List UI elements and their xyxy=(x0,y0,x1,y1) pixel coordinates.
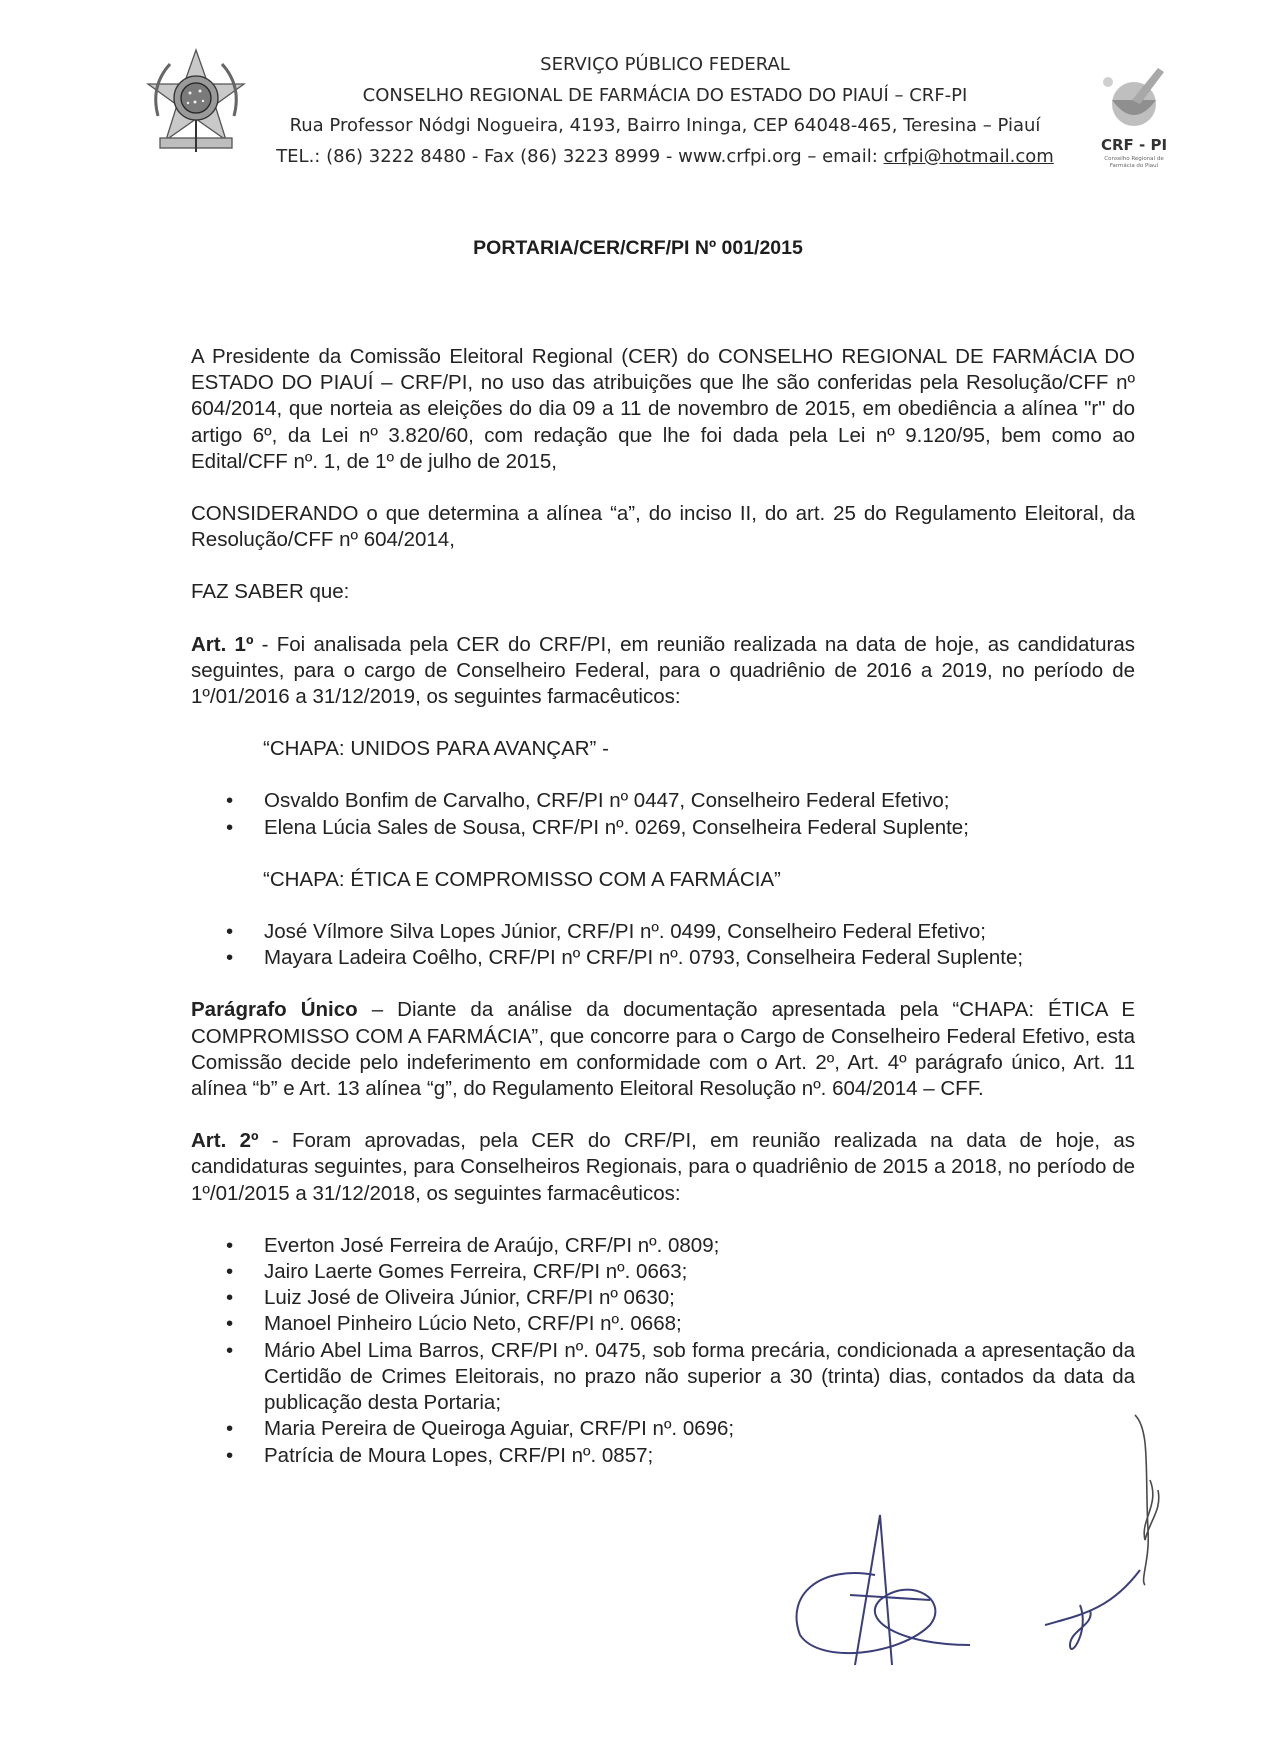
mortar-pestle-icon xyxy=(1088,60,1180,134)
regional-candidates-list xyxy=(191,1233,1135,1469)
list-item xyxy=(191,1259,1135,1285)
chapa-2-heading: “CHAPA: ÉTICA E COMPROMISSO COM A FARMÁCIA” xyxy=(263,867,781,891)
bullet: • xyxy=(226,1260,234,1284)
signature-president xyxy=(780,1505,980,1680)
header-contact-phones: TEL.: (86) 3222 8480 - Fax (86) 3223 8999 - www.crfpi.org – email: xyxy=(276,145,884,167)
list-item-text: Mayara Ladeira Coêlho, CRF/PI nº CRF/PI nº. 0793, Conselheira Federal Suplente; xyxy=(264,946,1024,970)
document-body xyxy=(191,344,1135,1469)
header-line-address: Rua Professor Nódgi Nogueira, 4193, Bairro Ininga, CEP 64048-465, Teresina – Piauí xyxy=(289,115,1041,136)
list-item xyxy=(191,1416,1135,1442)
list-item xyxy=(191,815,1135,841)
header-line-service: SERVIÇO PÚBLICO FEDERAL xyxy=(540,54,790,75)
list-item-text: Patrícia de Moura Lopes, CRF/PI nº. 0857; xyxy=(264,1443,654,1467)
logo-subtitle xyxy=(1088,156,1180,170)
letterhead-text xyxy=(265,50,1065,172)
chapa-1-heading: “CHAPA: UNIDOS PARA AVANÇAR” - xyxy=(263,737,609,761)
letterhead xyxy=(140,44,1180,184)
list-item-text: Luiz José de Oliveira Júnior, CRF/PI nº 0630; xyxy=(264,1286,675,1310)
bullet: • xyxy=(226,946,234,970)
bullet: • xyxy=(226,1417,234,1441)
document-title: PORTARIA/CER/CRF/PI Nº 001/2015 xyxy=(473,237,803,259)
brazil-coat-of-arms-icon xyxy=(140,46,252,158)
list-item-text: Osvaldo Bonfim de Carvalho, CRF/PI nº 0447, Conselheiro Federal Efetivo; xyxy=(264,789,950,813)
bullet: • xyxy=(226,1338,234,1362)
paragrafo-unico xyxy=(191,997,1135,1102)
article-2 xyxy=(191,1128,1135,1207)
list-item-text: Manoel Pinheiro Lúcio Neto, CRF/PI nº. 0668; xyxy=(264,1312,682,1336)
list-item xyxy=(191,1233,1135,1259)
article-2-text: - Foram aprovadas, pela CER do CRF/PI, em reunião realizada na data de hoje, as candidaturas seguintes, para Conselheiros Regionais, para o quadriênio de 2015 a 2018, no período de 1º/01/2015 a 31/12/2018, os seguintes farmacêuticos: xyxy=(191,1129,1135,1205)
bullet: • xyxy=(226,920,234,944)
logo-subtitle-line2: Farmácia do Piauí xyxy=(1109,163,1159,169)
list-item xyxy=(191,919,1135,945)
paragrafo-unico-text: – Diante da análise da documentação apresentada pela “CHAPA: ÉTICA E COMPROMISSO COM A FARMÁCIA”, que concorre para o Cargo de Conselheiro Federal Efetivo, esta Comissão decide pelo indeferimento em conformidade com o Art. 2º, Art. 4º parágrafo único, Art. 11 alínea “b” e Art. 13 alínea “g”, do Regulamento Eleitoral Resolução nº. 604/2014 – CFF. xyxy=(191,998,1135,1101)
bullet: • xyxy=(226,1286,234,1310)
logo-subtitle-line1: Conselho Regional de xyxy=(1104,156,1164,162)
list-item-text: Everton José Ferreira de Araújo, CRF/PI nº. 0809; xyxy=(264,1233,720,1257)
article-1-text: - Foi analisada pela CER do CRF/PI, em reunião realizada na data de hoje, as candidaturas seguintes, para o cargo de Conselheiro Federal, para o quadriênio de 2016 a 2019, no período de 1º/01/2016 a 31/12/2019, os seguintes farmacêuticos: xyxy=(191,632,1136,709)
list-item-text: Mário Abel Lima Barros, CRF/PI nº. 0475, sob forma precária, condicionada a apresentação da Certidão de Crimes Eleitorais, no prazo não superior a 30 (trinta) dias, contados da data da publicação desta Portaria; xyxy=(264,1338,1135,1415)
considerando-paragraph: CONSIDERANDO o que determina a alínea “a”, do inciso II, do art. 25 do Regulamento Eleitoral, da Resolução/CFF nº 604/2014, xyxy=(191,502,1135,552)
bullet: • xyxy=(226,1312,234,1336)
list-item xyxy=(191,1338,1135,1417)
list-item xyxy=(191,1285,1135,1311)
intro-paragraph: A Presidente da Comissão Eleitoral Regional (CER) do CONSELHO REGIONAL DE FARMÁCIA DO ESTADO DO PIAUÍ – CRF/PI, no uso das atribuições que lhe são conferidas pela Resolução/CFF nº 604/2014, que norteia as eleições do dia 09 a 11 de novembro de 2015, em obediência a alínea "r" do artigo 6º, da Lei nº 3.820/60, com redação que lhe foi dada pela Lei nº 9.120/95, bem como ao Edital/CFF nº. 1, de 1º de julho de 2015, xyxy=(191,345,1135,473)
bullet: • xyxy=(226,1443,234,1467)
logo-label: CRF - PI xyxy=(1100,136,1168,154)
header-line-contact xyxy=(265,142,1065,173)
initials-margin xyxy=(1120,1410,1170,1590)
list-item xyxy=(191,1311,1135,1337)
article-2-label: Art. 2º xyxy=(191,1129,259,1153)
paragrafo-unico-label: Parágrafo Único xyxy=(191,998,358,1022)
bullet: • xyxy=(226,1233,234,1257)
list-item-text: Elena Lúcia Sales de Sousa, CRF/PI nº. 0269, Conselheira Federal Suplente; xyxy=(264,815,969,839)
list-item xyxy=(191,788,1135,814)
list-item-text: José Vílmore Silva Lopes Júnior, CRF/PI nº. 0499, Conselheiro Federal Efetivo; xyxy=(264,920,986,944)
chapa-1-list xyxy=(191,788,1135,840)
list-item-text: Jairo Laerte Gomes Ferreira, CRF/PI nº. 0663; xyxy=(264,1260,688,1284)
list-item xyxy=(191,1443,1135,1469)
article-1-label: Art. 1º xyxy=(191,632,254,656)
list-item xyxy=(191,945,1135,971)
bullet: • xyxy=(226,789,234,813)
crf-pi-logo xyxy=(1088,60,1180,178)
header-email-link[interactable]: crfpi@hotmail.com xyxy=(883,145,1054,167)
list-item-text: Maria Pereira de Queiroga Aguiar, CRF/PI nº. 0696; xyxy=(264,1417,735,1441)
bullet: • xyxy=(226,815,234,839)
article-1 xyxy=(191,632,1135,711)
faz-saber-paragraph: FAZ SABER que: xyxy=(191,580,350,604)
chapa-2-list xyxy=(191,919,1135,971)
header-line-council: CONSELHO REGIONAL DE FARMÁCIA DO ESTADO DO PIAUÍ – CRF-PI xyxy=(362,84,968,106)
